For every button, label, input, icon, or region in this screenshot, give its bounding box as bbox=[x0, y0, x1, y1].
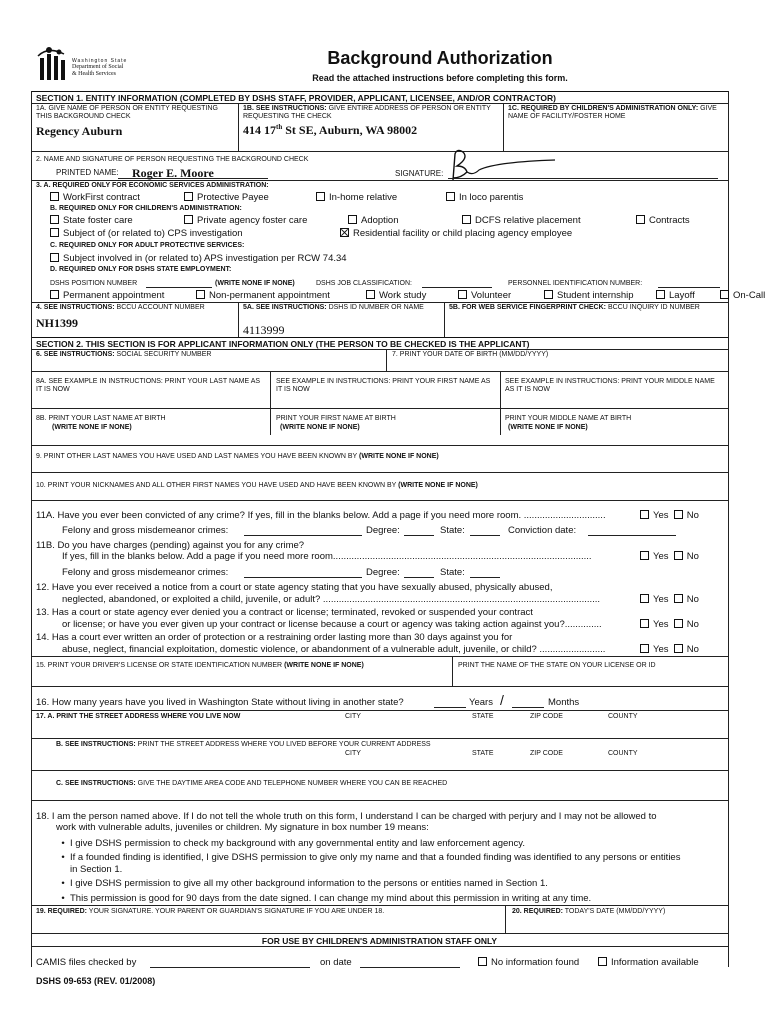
work-study-checkbox[interactable] bbox=[366, 290, 375, 299]
f5a-label: 5A. SEE INSTRUCTIONS: DSHS ID NUMBER OR NAME bbox=[243, 304, 424, 311]
f8b-middle-label: PRINT YOUR MIDDLE NAME AT BIRTH bbox=[505, 415, 632, 422]
job-class-label: DSHS JOB CLASSIFICATION: bbox=[316, 280, 412, 287]
f17c-label: C. SEE INSTRUCTIONS: GIVE THE DAYTIME AREA CODE AND TELEPHONE NUMBER WHERE YOU CAN BE REACHED bbox=[56, 780, 448, 787]
opt-private-agency[interactable]: Private agency foster care bbox=[184, 215, 334, 227]
aps-checkbox[interactable] bbox=[50, 253, 59, 262]
q18-bullet-4: • This permission is good for 90 days from the date signed. I can change my mind about this permission in writing at any time. bbox=[61, 893, 592, 904]
q11b-no-checkbox[interactable] bbox=[674, 551, 683, 560]
residential-facility-checkbox[interactable] bbox=[340, 228, 349, 237]
f1a-value[interactable]: Regency Auburn bbox=[36, 124, 123, 138]
f1b-value[interactable]: 414 17th St SE, Auburn, WA 98002 bbox=[243, 123, 418, 137]
write-none-note: (WRITE NONE IF NONE) bbox=[215, 280, 295, 287]
private-agency-checkbox[interactable] bbox=[184, 215, 193, 224]
f3a-label: 3. A. REQUIRED ONLY FOR ECONOMIC SERVICES ADMINISTRATION: bbox=[36, 182, 269, 189]
f3b-row2 bbox=[50, 228, 586, 240]
opt-aps[interactable]: Subject involved in (or related to) APS investigation per RCW 74.34 bbox=[50, 253, 347, 265]
f8b-last-none: (WRITE NONE IF NONE) bbox=[52, 424, 132, 431]
requester-signature bbox=[445, 148, 575, 182]
f4-value[interactable]: NH1399 bbox=[36, 316, 78, 330]
opt-permanent[interactable]: Permanent appointment bbox=[50, 290, 182, 302]
q14-no-checkbox[interactable] bbox=[674, 644, 683, 653]
f6-label: 6. SEE INSTRUCTIONS: SOCIAL SECURITY NUMBER bbox=[36, 351, 212, 358]
f3a-options bbox=[50, 192, 537, 204]
dcfs-relative-checkbox[interactable] bbox=[462, 215, 471, 224]
q13-line2: or license; or have you ever given up your contract or license because a court or agency was taking action against you?.............. bbox=[62, 619, 602, 630]
f4-label: 4. SEE INSTRUCTIONS: BCCU ACCOUNT NUMBER bbox=[36, 304, 205, 311]
q13-answer: Yes No bbox=[640, 619, 699, 631]
opt-protective-payee[interactable]: Protective Payee bbox=[184, 192, 302, 204]
q12-line1: 12. Have you ever received a notice from a court or state agency stating that you have sexually abused, physically abused, bbox=[36, 582, 553, 593]
dshs-logo-icon bbox=[34, 44, 74, 84]
dshs-logo bbox=[24, 44, 128, 84]
ca-heading: FOR USE BY CHILDREN'S ADMINISTRATION STAFF ONLY bbox=[261, 936, 498, 946]
q11a: 11A. Have you ever been convicted of any crime? If yes, fill in the blanks below. Add a page if you need more room. ............................... bbox=[36, 510, 606, 521]
f17a-state: STATE bbox=[472, 713, 494, 720]
signature-label: SIGNATURE: bbox=[395, 169, 444, 178]
student-internship-checkbox[interactable] bbox=[544, 290, 553, 299]
f8b-first-none: (WRITE NONE IF NONE) bbox=[280, 424, 360, 431]
f17a-label: 17. A. PRINT THE STREET ADDRESS WHERE YOU LIVE NOW bbox=[36, 713, 241, 720]
contracts-checkbox[interactable] bbox=[636, 215, 645, 224]
protective-payee-checkbox[interactable] bbox=[184, 192, 193, 201]
q13-no-checkbox[interactable] bbox=[674, 619, 683, 628]
f15-state-label: PRINT THE NAME OF THE STATE ON YOUR LICENSE OR ID bbox=[458, 662, 656, 669]
q14-answer: Yes No bbox=[640, 644, 699, 656]
f3b-label: B. REQUIRED ONLY FOR CHILDREN'S ADMINISTRATION: bbox=[50, 205, 242, 212]
opt-layoff[interactable]: Layoff bbox=[656, 290, 706, 302]
q11b-line2: If yes, fill in the blanks below. Add a page if you need more room.................................................................................................. bbox=[62, 551, 592, 562]
q11b-state-label: State: bbox=[440, 567, 465, 578]
form-title: Background Authorization bbox=[327, 48, 553, 68]
f17b-label: B. SEE INSTRUCTIONS: PRINT THE STREET ADDRESS WHERE YOU LIVED BEFORE YOUR CURRENT ADDRESS bbox=[56, 741, 431, 748]
q16-slash: / bbox=[500, 692, 504, 708]
f8b-first-label: PRINT YOUR FIRST NAME AT BIRTH bbox=[276, 415, 396, 422]
f8a-middle-label: SEE EXAMPLE IN INSTRUCTIONS: PRINT YOUR MIDDLE NAME AS IT IS NOW bbox=[505, 378, 715, 393]
opt-adoption[interactable]: Adoption bbox=[348, 215, 448, 227]
f2-label: 2. NAME AND SIGNATURE OF PERSON REQUESTING THE BACKGROUND CHECK bbox=[36, 156, 309, 163]
printed-name-value[interactable]: Roger E. Moore bbox=[132, 166, 214, 180]
q11b-answer: Yes No bbox=[640, 551, 699, 563]
opt-on-call[interactable]: On-Call bbox=[720, 290, 765, 302]
opt-volunteer[interactable]: Volunteer bbox=[458, 290, 530, 302]
state-foster-care-checkbox[interactable] bbox=[50, 215, 59, 224]
f17b-county: COUNTY bbox=[608, 750, 638, 757]
form-number: DSHS 09-653 (REV. 01/2008) bbox=[36, 976, 156, 986]
q11a-yes-checkbox[interactable] bbox=[640, 510, 649, 519]
f17a-zip: ZIP CODE bbox=[530, 713, 563, 720]
q11a-state-label: State: bbox=[440, 525, 465, 536]
q14-line2: abuse, neglect, financial exploitation, domestic violence, or abandonment of a vulnerable adult, juvenile, or child? ......................... bbox=[62, 644, 606, 655]
f3d-label: D. REQUIRED ONLY FOR DSHS STATE EMPLOYMENT: bbox=[50, 266, 232, 273]
opt-contracts[interactable]: Contracts bbox=[636, 215, 690, 227]
opt-work-study[interactable]: Work study bbox=[366, 290, 444, 302]
logo-line2: Department of Social bbox=[72, 64, 124, 70]
q11b-degree-label: Degree: bbox=[366, 567, 400, 578]
layoff-checkbox[interactable] bbox=[656, 290, 665, 299]
q13-line1: 13. Has a court or state agency ever denied you a contract or license; terminated, revoked or suspended your contract bbox=[36, 607, 533, 618]
printed-name-label: PRINTED NAME: bbox=[56, 168, 119, 177]
in-loco-parentis-checkbox[interactable] bbox=[446, 192, 455, 201]
in-home-relative-checkbox[interactable] bbox=[316, 192, 325, 201]
q16: 16. How many years have you lived in Washington State without living in another state? bbox=[36, 697, 404, 708]
opt-in-loco-parentis[interactable]: In loco parentis bbox=[446, 192, 523, 204]
f17a-county: COUNTY bbox=[608, 713, 638, 720]
no-info-option[interactable]: No information found bbox=[478, 957, 579, 969]
f9-label: 9. PRINT OTHER LAST NAMES YOU HAVE USED AND LAST NAMES YOU HAVE BEEN KNOWN BY (WRITE NONE IF NONE) bbox=[36, 453, 439, 460]
q11a-degree-label: Degree: bbox=[366, 525, 400, 536]
f10-label: 10. PRINT YOUR NICKNAMES AND ALL OTHER FIRST NAMES YOU HAVE USED AND HAVE BEEN KNOWN BY (WRITE NONE IF NONE) bbox=[36, 482, 478, 489]
q12-yes-checkbox[interactable] bbox=[640, 594, 649, 603]
logo-line3: & Health Services bbox=[72, 71, 116, 77]
opt-in-home-relative[interactable]: In-home relative bbox=[316, 192, 432, 204]
non-permanent-checkbox[interactable] bbox=[196, 290, 205, 299]
camis-label: CAMIS files checked by bbox=[36, 957, 137, 968]
q18-bullet-3: • I give DSHS permission to give all my other background information to the persons or entities named in Section 1. bbox=[61, 878, 548, 889]
opt-dcfs-relative[interactable]: DCFS relative placement bbox=[462, 215, 622, 227]
q11a-conviction-date-label: Conviction date: bbox=[508, 525, 577, 536]
q11a-answer: Yes No bbox=[640, 510, 699, 522]
q11a-felony-label: Felony and gross misdemeanor crimes: bbox=[62, 525, 229, 536]
camis-on-date: on date bbox=[320, 957, 352, 968]
q12-line2: neglected, abandoned, or exploited a child, juvenile, or adult? ......................................................................................................... bbox=[62, 594, 601, 605]
q18-bullet-2: • If a founded finding is identified, I give DSHS permission to give only my name and that a founded finding was identified to any persons or entities bbox=[61, 852, 681, 863]
opt-non-permanent[interactable]: Non-permanent appointment bbox=[196, 290, 352, 302]
f8b-middle-none: (WRITE NONE IF NONE) bbox=[508, 424, 588, 431]
permanent-checkbox[interactable] bbox=[50, 290, 59, 299]
f3c-label: C. REQUIRED ONLY FOR ADULT PROTECTIVE SERVICES: bbox=[50, 242, 245, 249]
form-subtitle: Read the attached instructions before completing this form. bbox=[312, 73, 568, 83]
q18-line1: 18. I am the person named above. If I do not tell the whole truth on this form, I understand I can be charged with perjury and I may not be allowed to bbox=[36, 811, 657, 822]
opt-workfirst[interactable]: WorkFirst contract bbox=[50, 192, 170, 204]
opt-student-internship[interactable]: Student internship bbox=[544, 290, 642, 302]
f1c-label: 1C. REQUIRED BY CHILDREN'S ADMINISTRATION ONLY: GIVE NAME OF FACILITY/FOSTER HOME bbox=[508, 105, 717, 120]
cps-investigation-checkbox[interactable] bbox=[50, 228, 59, 237]
adoption-checkbox[interactable] bbox=[348, 215, 357, 224]
f17b-state: STATE bbox=[472, 750, 494, 757]
f5a-value[interactable]: 4113999 bbox=[243, 323, 285, 337]
q12-answer: Yes No bbox=[640, 594, 699, 606]
q16-months-label: Months bbox=[548, 697, 580, 708]
info-available-checkbox[interactable] bbox=[598, 957, 607, 966]
section2-heading: SECTION 2. THIS SECTION IS FOR APPLICANT INFORMATION ONLY (THE PERSON TO BE CHECKED IS THE APPLICANT) bbox=[36, 339, 530, 349]
q11b-line1: 11B. Do you have charges (pending) against you for any crime? bbox=[36, 540, 305, 551]
on-call-checkbox[interactable] bbox=[720, 290, 729, 299]
q11a-no-checkbox[interactable] bbox=[674, 510, 683, 519]
section1-heading: SECTION 1. ENTITY INFORMATION (COMPLETED BY DSHS STAFF, PROVIDER, APPLICANT, LICENSEE, AND/OR CONTRACTOR) bbox=[36, 93, 556, 103]
q18-bullet-1: • I give DSHS permission to check my background with any governmental entity and law enforcement agency. bbox=[61, 838, 525, 849]
f17a-city: CITY bbox=[345, 713, 361, 720]
f3b-row1 bbox=[50, 215, 704, 227]
f19-label: 19. REQUIRED: YOUR SIGNATURE. YOUR PARENT OR GUARDIAN'S SIGNATURE IF YOU ARE UNDER 18. bbox=[36, 908, 385, 915]
q11b-felony-label: Felony and gross misdemeanor crimes: bbox=[62, 567, 229, 578]
position-number-label: DSHS POSITION NUMBER bbox=[50, 280, 138, 287]
q18-bullet-2-cont: in Section 1. bbox=[70, 864, 123, 875]
f1b-label: 1B. SEE INSTRUCTIONS: GIVE ENTIRE ADDRESS OF PERSON OR ENTITY REQUESTING THE CHECK bbox=[243, 105, 491, 120]
q14-yes-checkbox[interactable] bbox=[640, 644, 649, 653]
logo-line1: Washington State bbox=[72, 58, 128, 64]
f8a-first-label: SEE EXAMPLE IN INSTRUCTIONS: PRINT YOUR FIRST NAME AS IT IS NOW bbox=[276, 378, 491, 393]
f15-label: 15. PRINT YOUR DRIVER'S LICENSE OR STATE IDENTIFICATION NUMBER (WRITE NONE IF NONE) bbox=[36, 662, 364, 669]
q12-no-checkbox[interactable] bbox=[674, 594, 683, 603]
volunteer-checkbox[interactable] bbox=[458, 290, 467, 299]
f1a-label: 1A. GIVE NAME OF PERSON OR ENTITY REQUESTING THIS BACKGROUND CHECK bbox=[36, 105, 218, 120]
f20-label: 20. REQUIRED: TODAY'S DATE (MM/DD/YYYY) bbox=[512, 908, 666, 915]
info-available-option[interactable]: Information available bbox=[598, 957, 699, 969]
opt-cps-investigation[interactable]: Subject of (or related to) CPS investigation bbox=[50, 228, 326, 240]
f17b-city: CITY bbox=[345, 750, 361, 757]
f7-label: 7. PRINT YOUR DATE OF BIRTH (MM/DD/YYYY) bbox=[392, 351, 549, 358]
opt-state-foster-care[interactable]: State foster care bbox=[50, 215, 170, 227]
f8b-last-label: 8B. PRINT YOUR LAST NAME AT BIRTH bbox=[36, 415, 166, 422]
q14-line1: 14. Has a court ever written an order of protection or a restraining order lasting more than 30 days against you for bbox=[36, 632, 513, 643]
pin-label: PERSONNEL IDENTIFICATION NUMBER: bbox=[508, 280, 643, 287]
q16-years-label: Years bbox=[469, 697, 493, 708]
workfirst-checkbox[interactable] bbox=[50, 192, 59, 201]
opt-residential-facility[interactable]: Residential facility or child placing agency employee bbox=[340, 228, 572, 240]
f17b-zip: ZIP CODE bbox=[530, 750, 563, 757]
f5b-label: 5B. FOR WEB SERVICE FINGERPRINT CHECK: BCCU INQUIRY ID NUMBER bbox=[449, 304, 700, 311]
q11b-yes-checkbox[interactable] bbox=[640, 551, 649, 560]
f8a-last-label: 8A. SEE EXAMPLE IN INSTRUCTIONS: PRINT YOUR LAST NAME AS IT IS NOW bbox=[36, 378, 261, 393]
f3d-options bbox=[50, 290, 765, 302]
q18-line2: work with vulnerable adults, juveniles or children. My signature in box number 19 means: bbox=[56, 822, 429, 833]
q13-yes-checkbox[interactable] bbox=[640, 619, 649, 628]
no-info-checkbox[interactable] bbox=[478, 957, 487, 966]
